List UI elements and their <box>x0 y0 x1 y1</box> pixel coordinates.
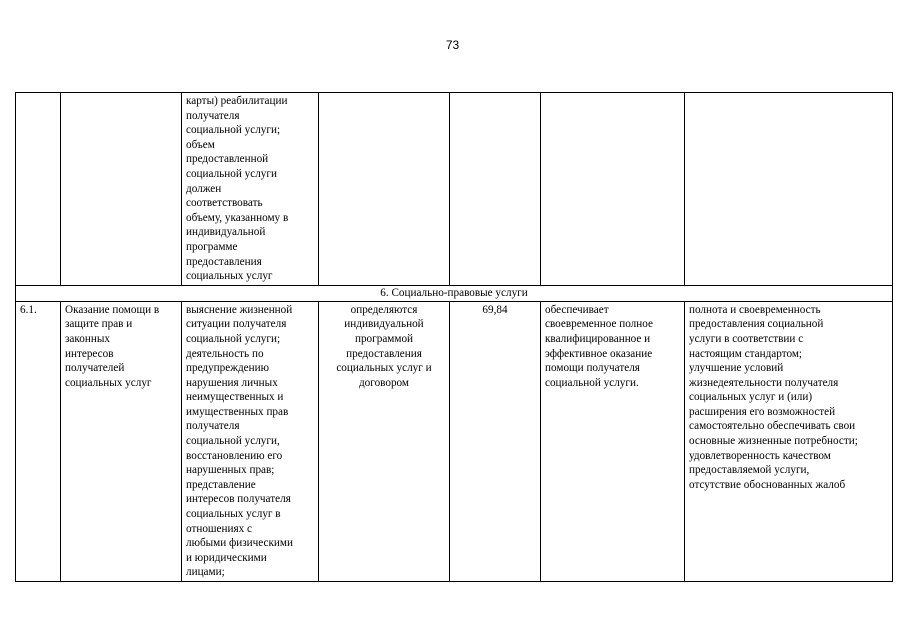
text-line: должен <box>186 182 222 195</box>
text-line: обеспечивает <box>545 303 609 316</box>
text-line: и юридическими <box>186 551 267 564</box>
text-line: объему, указанному в <box>186 211 289 224</box>
service-timing <box>319 301 450 581</box>
text-line: предупреждению <box>186 362 269 375</box>
text-line: расширения его возможностей <box>689 405 836 418</box>
text-line: социальной услуги <box>186 167 277 180</box>
text-line: законных <box>65 332 110 345</box>
cell-empty <box>319 93 450 286</box>
text-line: лицами; <box>186 566 225 579</box>
text-line: социальных услуг и <box>336 362 432 375</box>
text-line: любыми физическими <box>186 537 293 550</box>
text-line: неимущественных и <box>186 391 284 404</box>
text-line: социальной услуги; <box>186 332 281 345</box>
services-table <box>15 92 893 582</box>
text-line: получателя <box>186 420 240 433</box>
text-line: настоящим стандартом; <box>689 347 803 360</box>
text-line: получателя <box>186 109 240 122</box>
text-line: интересов получателя <box>186 493 291 506</box>
text-line: индивидуальной <box>344 318 424 331</box>
text-line: предоставления социальной <box>689 318 824 331</box>
continuation-row <box>16 93 893 286</box>
text-line: программой <box>354 332 414 345</box>
text-line: получателей <box>65 362 125 375</box>
text-line: Оказание помощи в <box>65 303 160 316</box>
section-header-row <box>16 285 893 301</box>
text-line: своевременное полное <box>545 318 653 331</box>
text-line: полнота и своевременность <box>689 303 821 316</box>
text-line: удовлетворенность качеством <box>689 449 831 462</box>
text-line: индивидуальной <box>186 226 266 239</box>
text-line: карты) реабилитации <box>186 95 288 107</box>
text-line: улучшение условий <box>689 362 784 375</box>
text-line: самостоятельно обеспечивать свои <box>689 420 856 433</box>
text-line: предоставления <box>186 255 262 268</box>
text-line: социальных услуг и (или) <box>689 391 813 404</box>
text-line: соответствовать <box>186 197 263 210</box>
text-line: социальных услуг <box>186 270 273 283</box>
section-title: 6. Социально-правовые услуги <box>16 285 893 301</box>
text-line: отношениях с <box>186 522 252 535</box>
text-line: социальных услуг в <box>186 508 281 521</box>
text-line: социальной услуги; <box>186 124 281 137</box>
cell-empty <box>16 93 61 286</box>
text-line: нарушенных прав; <box>186 464 275 477</box>
text-line: восстановлению его <box>186 449 283 462</box>
text-line: представление <box>186 478 256 491</box>
text-line: предоставляемой услуги, <box>689 464 810 477</box>
text-line: деятельность по <box>186 347 264 360</box>
text-line: определяются <box>350 303 418 316</box>
text-line: услуги в соответствии с <box>689 332 804 345</box>
text-line: предоставленной <box>186 153 269 166</box>
service-description <box>182 301 319 581</box>
text-line: договором <box>358 376 410 389</box>
service-row <box>16 301 893 581</box>
service-standard <box>541 301 685 581</box>
service-name <box>61 301 182 581</box>
text-line: основные жизненные потребности; <box>689 435 858 448</box>
page-number: 73 <box>445 38 460 52</box>
text-line: интересов <box>65 347 114 360</box>
service-number: 6.1. <box>16 301 61 581</box>
text-line: выяснение жизненной <box>186 303 293 316</box>
text-line: имущественных прав <box>186 405 289 418</box>
continuation-description-cell <box>182 93 319 286</box>
text-line: предоставления <box>346 347 422 360</box>
text-line: программе <box>186 240 238 253</box>
text-line: социальных услуг <box>65 376 152 389</box>
text-line: помощи получателя <box>545 362 640 375</box>
text-line: эффективное оказание <box>545 347 653 360</box>
text-line: ситуации получателя <box>186 318 287 331</box>
text-line: нарушения личных <box>186 376 278 389</box>
text-line: квалифицированное и <box>545 332 651 345</box>
cell-empty <box>685 93 893 286</box>
service-effectiveness <box>685 301 893 581</box>
text-line: социальной услуги. <box>545 376 639 389</box>
cell-empty <box>541 93 685 286</box>
service-tariff: 69,84 <box>450 301 541 581</box>
text-line: жизнедеятельности получателя <box>689 376 839 389</box>
text-line: социальной услуги, <box>186 435 280 448</box>
cell-empty <box>61 93 182 286</box>
text-line: отсутствие обоснованных жалоб <box>689 478 846 491</box>
text-line: защите прав и <box>65 318 133 331</box>
cell-empty <box>450 93 541 286</box>
text-line: объем <box>186 138 215 151</box>
